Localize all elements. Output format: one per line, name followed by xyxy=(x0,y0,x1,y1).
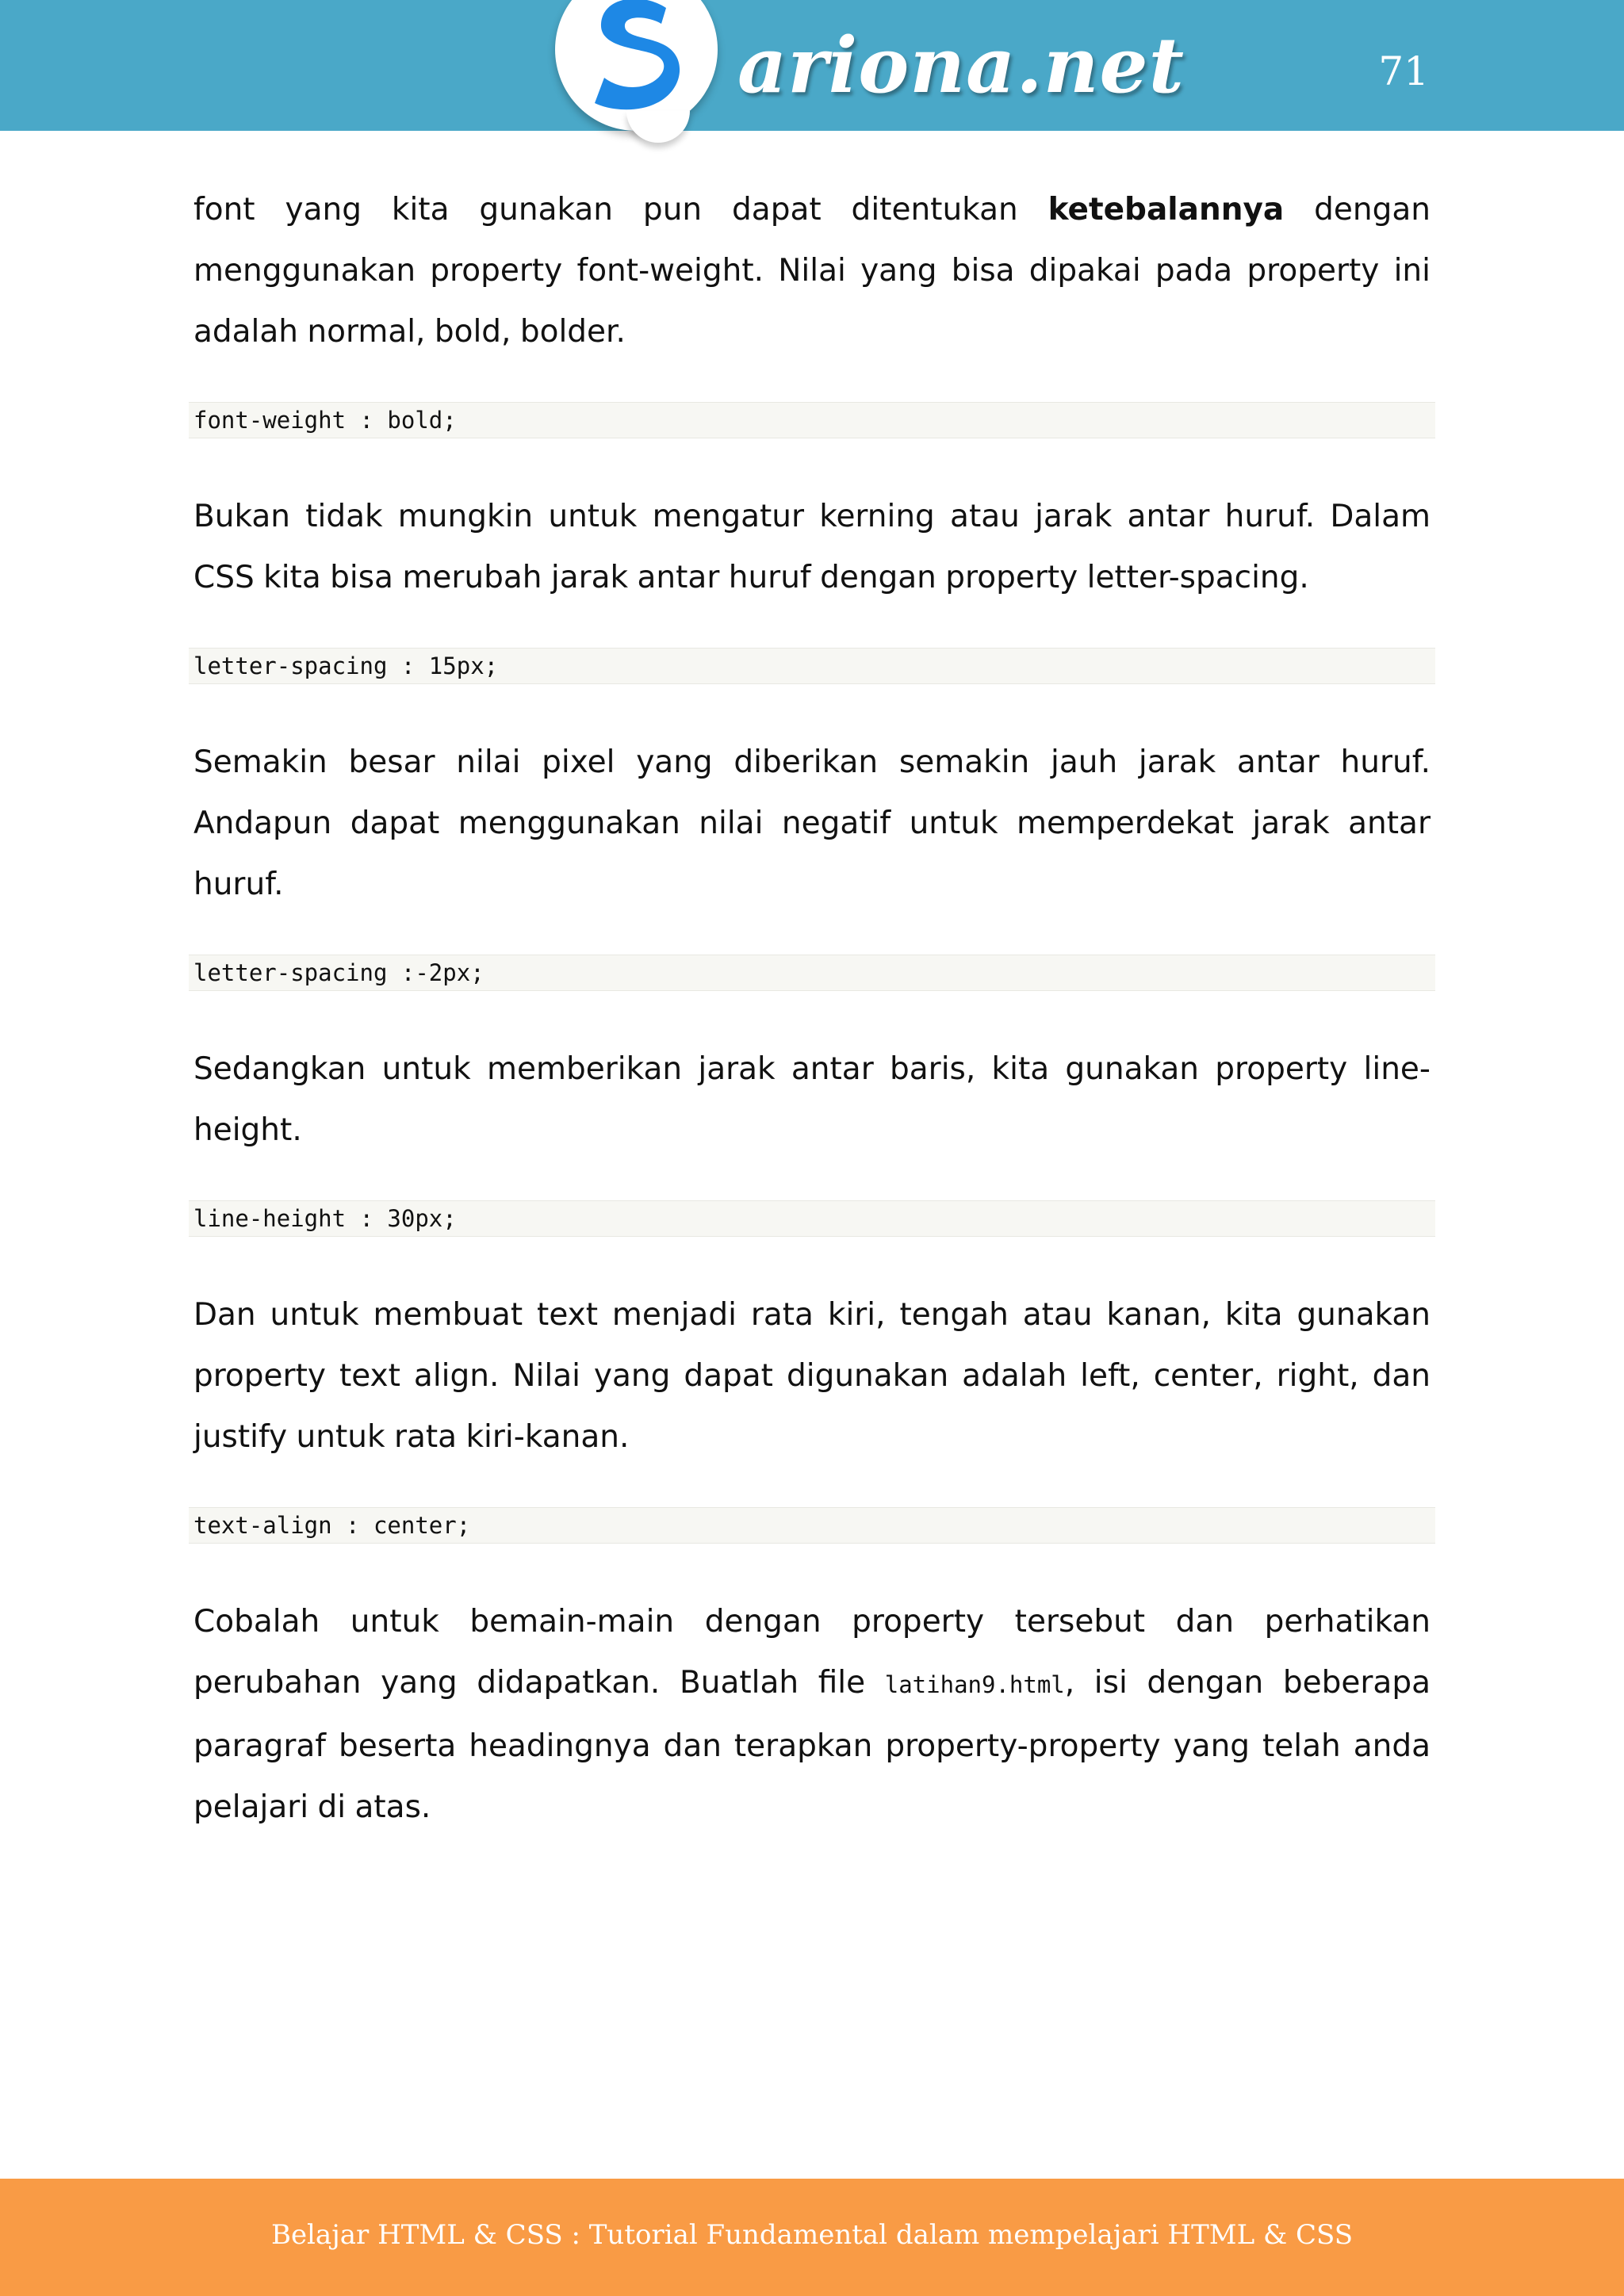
paragraph-text-align: Dan untuk membuat text menjadi rata kiri, tengah atau kanan, kita gunakan property text align. Nilai yang dapat digunakan adalah left, center, right, dan justify untuk rata kiri-kanan. xyxy=(193,1297,1431,1455)
bold-term: ketebalannya xyxy=(1048,192,1285,228)
page-content xyxy=(193,179,1431,1838)
page-header xyxy=(0,0,1624,131)
page-number: 71 xyxy=(1378,48,1429,94)
paragraph-font-weight xyxy=(193,179,1431,362)
code-block-text-align: text-align : center; xyxy=(189,1507,1435,1544)
code-block-negative-spacing: letter-spacing :-2px; xyxy=(189,955,1435,991)
page-footer xyxy=(0,2179,1624,2296)
code-block-font-weight: font-weight : bold; xyxy=(189,402,1435,438)
paragraph-text: Cobalah untuk bemain-main dengan property tersebut dan perhatikan perubahan yang didapatkan. Buatlah file xyxy=(193,1604,1431,1701)
code-block-letter-spacing: letter-spacing : 15px; xyxy=(189,648,1435,684)
footer-text: Belajar HTML & CSS : Tutorial Fundamental dalam mempelajari HTML & CSS xyxy=(270,2219,1354,2251)
paragraph-exercise xyxy=(193,1591,1431,1838)
paragraph-letter-spacing: Bukan tidak mungkin untuk mengatur kerning atau jarak antar huruf. Dalam CSS kita bisa merubah jarak antar huruf dengan property letter-spacing. xyxy=(193,499,1431,595)
paragraph-text: font yang kita gunakan pun dapat ditentukan xyxy=(193,192,1048,228)
code-block-line-height: line-height : 30px; xyxy=(189,1200,1435,1237)
paragraph-line-height: Sedangkan untuk memberikan jarak antar baris, kita gunakan property line-height. xyxy=(193,1051,1431,1148)
logo-wordmark: ariona.net xyxy=(737,21,1185,110)
logo-s-icon xyxy=(563,0,714,127)
paragraph-negative-spacing: Semakin besar nilai pixel yang diberikan semakin jauh jarak antar huruf. Andapun dapat menggunakan nilai negatif untuk memperdekat jarak antar huruf. xyxy=(193,744,1431,902)
paragraph-text: , isi dengan beberapa paragraf beserta headingnya dan terapkan property-property yang telah anda pelajari di atas. xyxy=(193,1665,1431,1825)
inline-code-filename: latihan9.html xyxy=(884,1671,1065,1698)
paragraph-text: dengan menggunakan property font-weight. Nilai yang bisa dipakai pada property ini adalah normal, bold, bolder. xyxy=(193,192,1431,350)
